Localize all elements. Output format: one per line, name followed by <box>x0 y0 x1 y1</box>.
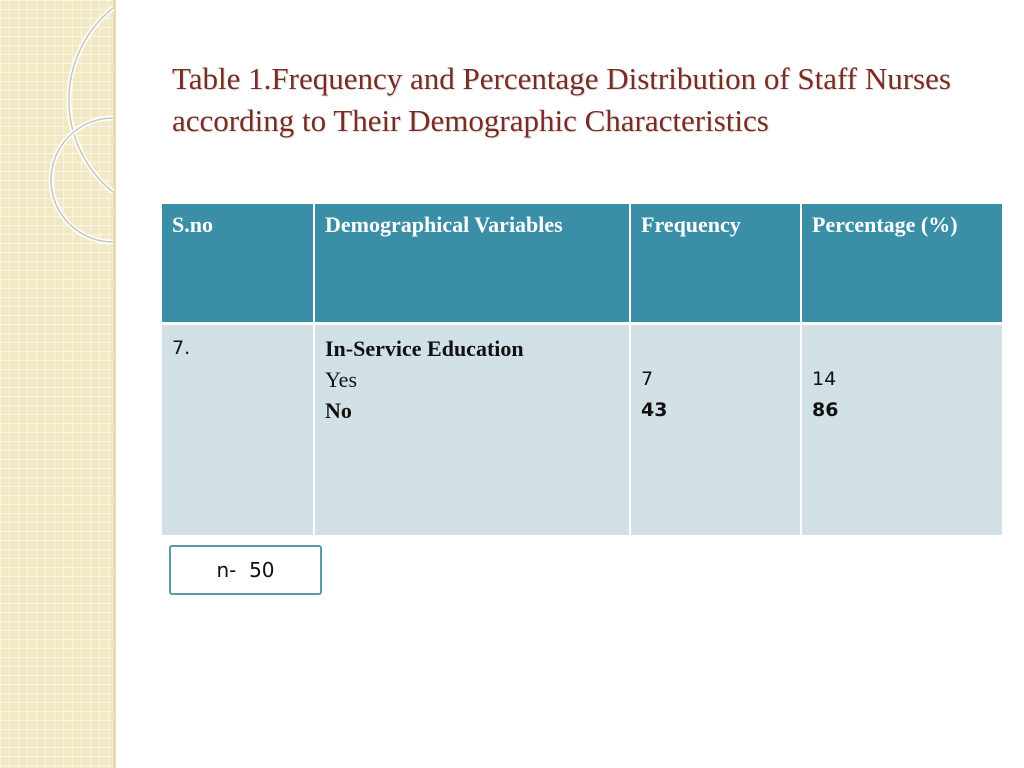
percentage-yes: 14 <box>812 368 837 390</box>
cell-percentage <box>802 325 1002 535</box>
option-yes: Yes <box>325 367 358 392</box>
table-header-row <box>162 204 1002 325</box>
percentage-no: 86 <box>812 399 839 421</box>
slide-title: Table 1.Frequency and Percentage Distribution of Staff Nurses according to Their Demographic Characteristics <box>172 61 951 138</box>
variable-heading: In-Service Education <box>325 336 524 361</box>
cell-sno <box>162 325 315 535</box>
header-demographic-variables: Demographical Variables <box>315 204 631 325</box>
header-sno: S.no <box>162 204 315 325</box>
table-row <box>162 325 1002 535</box>
sample-size-label: n- 50 <box>216 558 275 582</box>
cell-frequency <box>631 325 802 535</box>
header-frequency: Frequency <box>631 204 802 325</box>
frequency-no: 43 <box>641 399 668 421</box>
sample-size-box <box>169 545 322 595</box>
option-no: No <box>325 398 352 423</box>
frequency-yes: 7 <box>641 368 654 390</box>
header-percentage: Percentage (%) <box>802 204 1002 325</box>
sno-value: 7. <box>172 337 191 359</box>
demographics-table <box>162 204 1002 535</box>
decorative-rings <box>0 0 160 260</box>
cell-variable <box>315 325 631 535</box>
